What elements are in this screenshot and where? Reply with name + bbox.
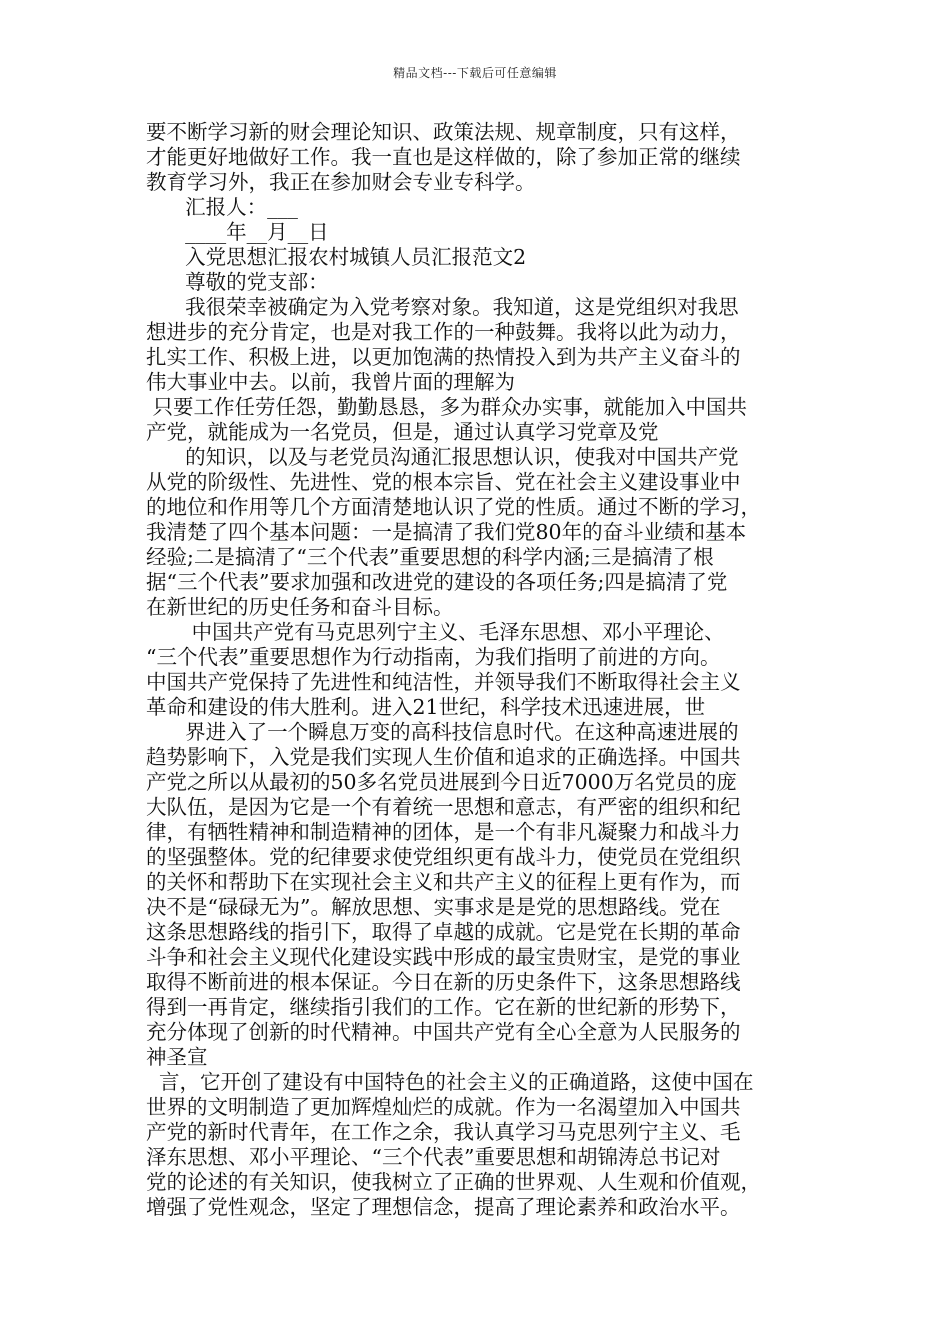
text-line: 的关怀和帮助下在实现社会主义和共产主义的征程上更有作为，而 bbox=[146, 870, 741, 894]
text-line: 教育学习外，我正在参加财会专业专科学。 bbox=[146, 170, 536, 194]
text-line: 神圣宣 bbox=[146, 1045, 208, 1069]
text-line: “三个代表”重要思想作为行动指南，为我们指明了前进的方向。 bbox=[146, 645, 721, 669]
text-line: 只要工作任劳任怨，勤勤恳恳，多为群众办实事，就能加入中国共 bbox=[146, 395, 748, 419]
text-line: 产党之所以从最初的50多名党员进展到今日近7000万名党员的庞 bbox=[146, 770, 737, 794]
text-line: 泽东思想、邓小平理论、“三个代表”重要思想和胡锦涛总书记对 bbox=[146, 1145, 721, 1169]
text-line: 要不断学习新的财会理论知识、政策法规、规章制度，只有这样， bbox=[146, 120, 741, 144]
text-line: 世界的文明制造了更加辉煌灿烂的成就。作为一名渴望加入中国共 bbox=[146, 1095, 741, 1119]
text-line: 据“三个代表”要求加强和改进党的建设的各项任务;四是搞清了党 bbox=[146, 570, 728, 594]
text-line: 的知识，以及与老党员沟通汇报思想认识，使我对中国共产党 bbox=[146, 445, 739, 469]
text-line: 党的论述的有关知识，使我树立了正确的世界观、人生观和价值观， bbox=[146, 1170, 761, 1194]
text-line: 界进入了一个瞬息万变的高科技信息时代。在这种高速进展的 bbox=[146, 720, 739, 744]
text-line: 从党的阶级性、先进性、党的根本宗旨、党在社会主义建设事业中 bbox=[146, 470, 741, 494]
section-title: 入党思想汇报农村城镇人员汇报范文2 bbox=[146, 245, 527, 269]
text-line: 趋势影响下，入党是我们实现人生价值和追求的正确选择。中国共 bbox=[146, 745, 741, 769]
text-line: 伟大事业中去。以前，我曾片面的理解为 bbox=[146, 370, 515, 394]
page-header: 精品文档---下载后可任意编辑 bbox=[393, 66, 557, 80]
text-line: 革命和建设的伟大胜利。进入21世纪，科学技术迅速进展，世 bbox=[146, 695, 706, 719]
text-line: 中国共产党保持了先进性和纯洁性，并领导我们不断取得社会主义 bbox=[146, 670, 741, 694]
text-line: 产党，就能成为一名党员，但是，通过认真学习党章及党 bbox=[146, 420, 659, 444]
text-line: 我很荣幸被确定为入党考察对象。我知道，这是党组织对我思 bbox=[146, 295, 739, 319]
text-line: 经验;二是搞清了“三个代表”重要思想的科学内涵;三是搞清了根 bbox=[146, 545, 714, 569]
text-line: 取得不断前进的根本保证。今日在新的历史条件下，这条思想路线 bbox=[146, 970, 741, 994]
date-line: ____年__月__日 bbox=[146, 220, 329, 244]
text-line: 的地位和作用等几个方面清楚地认识了党的性质。通过不断的学习， bbox=[146, 495, 761, 519]
document-body bbox=[146, 120, 836, 1220]
text-line: 增强了党性观念，坚定了理想信念，提高了理论素养和政治水平。 bbox=[146, 1195, 741, 1219]
reporter-line: 汇报人：___ bbox=[146, 195, 298, 219]
text-line: 言，它开创了建设有中国特色的社会主义的正确道路，这使中国在 bbox=[146, 1070, 754, 1094]
text-line: 这条思想路线的指引下，取得了卓越的成就。它是党在长期的革命 bbox=[146, 920, 741, 944]
salutation: 尊敬的党支部： bbox=[146, 270, 329, 294]
text-line: 得到一再肯定，继续指引我们的工作。它在新的世纪新的形势下， bbox=[146, 995, 741, 1019]
text-line: 我清楚了四个基本问题：一是搞清了我们党80年的奋斗业绩和基本 bbox=[146, 520, 747, 544]
text-line: 斗争和社会主义现代化建设实践中形成的最宝贵财宝，是党的事业 bbox=[146, 945, 741, 969]
text-line: 决不是“碌碌无为”。解放思想、实事求是是党的思想路线。党在 bbox=[146, 895, 721, 919]
text-line: 在新世纪的历史任务和奋斗目标。 bbox=[146, 595, 454, 619]
text-line: 才能更好地做好工作。我一直也是这样做的，除了参加正常的继续 bbox=[146, 145, 741, 169]
text-line: 想进步的充分肯定，也是对我工作的一种鼓舞。我将以此为动力， bbox=[146, 320, 741, 344]
text-line: 的坚强整体。党的纪律要求使党组织更有战斗力，使党员在党组织 bbox=[146, 845, 741, 869]
text-line: 扎实工作、积极上进，以更加饱满的热情投入到为共产主义奋斗的 bbox=[146, 345, 741, 369]
text-line: 产党的新时代青年，在工作之余，我认真学习马克思列宁主义、毛 bbox=[146, 1120, 741, 1144]
text-line: 充分体现了创新的时代精神。中国共产党有全心全意为人民服务的 bbox=[146, 1020, 741, 1044]
text-line: 中国共产党有马克思列宁主义、毛泽东思想、邓小平理论、 bbox=[146, 620, 725, 644]
text-line: 律，有牺牲精神和制造精神的团体，是一个有非凡凝聚力和战斗力 bbox=[146, 820, 741, 844]
text-line: 大队伍，是因为它是一个有着统一思想和意志，有严密的组织和纪 bbox=[146, 795, 741, 819]
